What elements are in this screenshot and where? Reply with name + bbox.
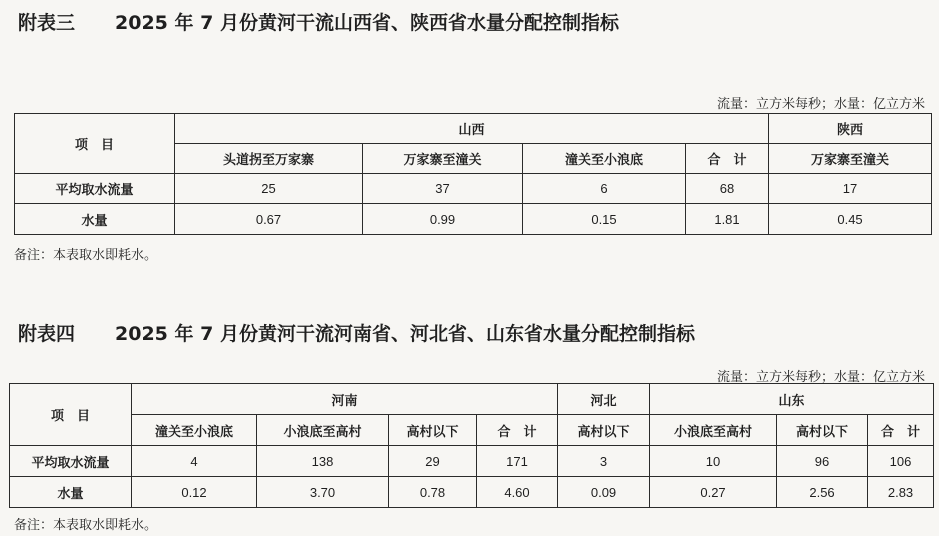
table-cell: 3.70 [257,477,389,508]
table3-subheader: 万家寨至潼关 [363,144,523,174]
table-cell: 6 [523,174,686,204]
table-cell: 106 [868,446,934,477]
table-cell: 171 [477,446,558,477]
table4-label: 附表四 [18,323,76,345]
table3-group-shaanxi: 陕西 [769,114,932,144]
table-row [15,174,932,204]
table4-unit-note: 流量：立方米每秒；水量：亿立方米 [716,370,925,385]
table3-heading [18,8,619,35]
table-cell: 0.78 [389,477,477,508]
table4-group-shandong: 山东 [650,384,934,415]
table-cell: 68 [686,174,769,204]
table-cell: 2.56 [777,477,868,508]
table-cell: 0.45 [769,204,932,235]
table3-subheader: 万家寨至潼关 [769,144,932,174]
table-cell: 1.81 [686,204,769,235]
table-cell: 10 [650,446,777,477]
table-cell: 2.83 [868,477,934,508]
table-cell: 25 [175,174,363,204]
table3 [14,113,932,235]
table-cell: 29 [389,446,477,477]
table-cell: 17 [769,174,932,204]
row-label: 平均取水流量 [10,446,132,477]
table-cell: 4.60 [477,477,558,508]
table4-heading [18,319,695,346]
table-cell: 0.12 [132,477,257,508]
table3-subheader: 合 计 [686,144,769,174]
table4-subheader: 高村以下 [777,415,868,446]
table-cell: 0.09 [558,477,650,508]
table-cell: 0.27 [650,477,777,508]
table4-footnote: 备注：本表取水即耗水。 [14,518,158,533]
table-cell: 96 [777,446,868,477]
row-label: 平均取水流量 [15,174,175,204]
table3-subheader: 头道拐至万家寨 [175,144,363,174]
table4-group-hebei: 河北 [558,384,650,415]
table4 [9,383,934,508]
table3-footnote: 备注：本表取水即耗水。 [14,248,158,263]
table-row [15,204,932,235]
table4-subheader: 高村以下 [558,415,650,446]
table4-group-henan: 河南 [132,384,558,415]
table-cell: 4 [132,446,257,477]
table4-subheader: 高村以下 [389,415,477,446]
table3-subheader: 潼关至小浪底 [523,144,686,174]
table-cell: 138 [257,446,389,477]
table-cell: 0.99 [363,204,523,235]
table4-subheader: 合 计 [868,415,934,446]
table4-subheader: 潼关至小浪底 [132,415,257,446]
table-row [10,477,934,508]
row-label: 水量 [15,204,175,235]
table-cell: 0.67 [175,204,363,235]
table4-subheader: 小浪底至高村 [257,415,389,446]
table4-subheader: 合 计 [477,415,558,446]
table-cell: 0.15 [523,204,686,235]
table3-unit-note: 流量：立方米每秒；水量：亿立方米 [716,97,925,112]
table4-subheader: 小浪底至高村 [650,415,777,446]
table-cell: 37 [363,174,523,204]
table4-title: 2025 年 7 月份黄河干流河南省、河北省、山东省水量分配控制指标 [115,323,695,345]
table4-item-header: 项 目 [10,384,132,446]
table-row [10,446,934,477]
table3-group-shanxi: 山西 [175,114,769,144]
table3-title: 2025 年 7 月份黄河干流山西省、陕西省水量分配控制指标 [115,12,619,34]
table-cell: 3 [558,446,650,477]
row-label: 水量 [10,477,132,508]
table3-item-header: 项 目 [15,114,175,174]
table3-label: 附表三 [18,12,76,34]
